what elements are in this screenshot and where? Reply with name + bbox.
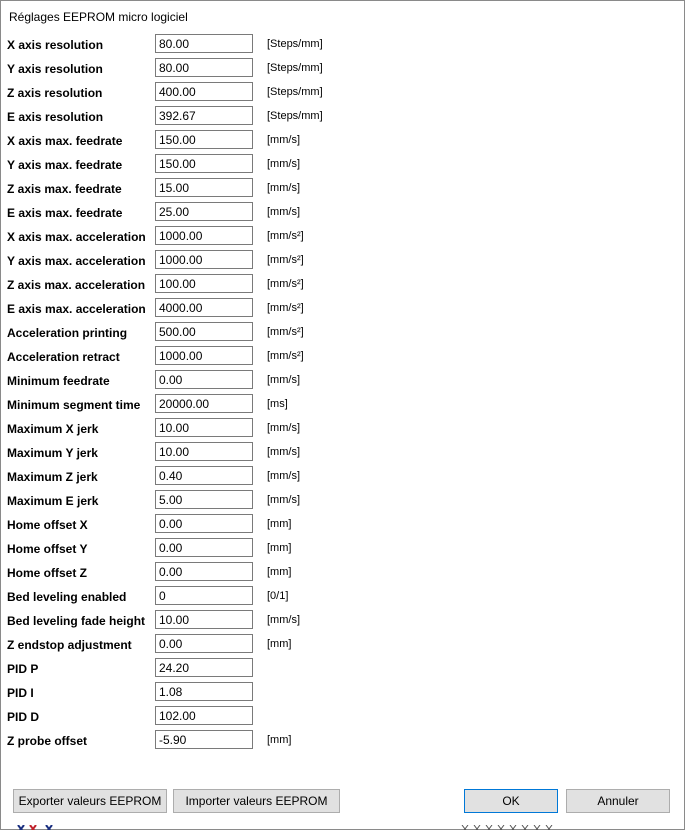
setting-unit: [Steps/mm] [267, 38, 323, 50]
y-resolution-input[interactable] [155, 58, 253, 77]
background-pattern-icon [0, 825, 685, 830]
setting-row-max-e-jerk [1, 490, 684, 514]
setting-label: Z axis resolution [7, 86, 103, 100]
pid-p-input[interactable] [155, 658, 253, 677]
setting-label: Maximum Z jerk [7, 470, 98, 484]
setting-row-z-probe-offset [1, 730, 684, 754]
setting-label: Z axis max. acceleration [7, 278, 146, 292]
z-resolution-input[interactable] [155, 82, 253, 101]
setting-label: Minimum segment time [7, 398, 141, 412]
settings-list [1, 34, 684, 754]
setting-row-x-resolution [1, 34, 684, 58]
setting-unit: [mm/s] [267, 374, 300, 386]
setting-unit: [mm] [267, 638, 292, 650]
pid-i-input[interactable] [155, 682, 253, 701]
x-feedrate-input[interactable] [155, 130, 253, 149]
setting-row-e-resolution [1, 106, 684, 130]
setting-unit: [mm/s] [267, 470, 300, 482]
setting-label: X axis resolution [7, 38, 104, 52]
setting-label: Y axis max. acceleration [7, 254, 146, 268]
setting-row-home-offset-y [1, 538, 684, 562]
setting-unit: [mm/s²] [267, 278, 304, 290]
setting-unit: [mm/s] [267, 422, 300, 434]
home-offset-y-input[interactable] [155, 538, 253, 557]
setting-unit: [mm] [267, 542, 292, 554]
setting-unit: [mm/s²] [267, 326, 304, 338]
setting-unit: [mm/s] [267, 134, 300, 146]
setting-label: Bed leveling enabled [7, 590, 127, 604]
setting-label: Home offset Y [7, 542, 88, 556]
setting-unit: [mm/s] [267, 446, 300, 458]
setting-row-z-acceleration [1, 274, 684, 298]
e-feedrate-input[interactable] [155, 202, 253, 221]
max-x-jerk-input[interactable] [155, 418, 253, 437]
pid-d-input[interactable] [155, 706, 253, 725]
setting-row-x-feedrate [1, 130, 684, 154]
setting-unit: [mm] [267, 518, 292, 530]
setting-label: E axis max. feedrate [7, 206, 123, 220]
setting-label: PID D [7, 710, 40, 724]
setting-label: E axis resolution [7, 110, 104, 124]
minimum-feedrate-input[interactable] [155, 370, 253, 389]
setting-row-e-feedrate [1, 202, 684, 226]
setting-label: Home offset X [7, 518, 88, 532]
setting-row-y-feedrate [1, 154, 684, 178]
setting-unit: [mm/s²] [267, 254, 304, 266]
ok-button[interactable]: OK [464, 789, 558, 813]
setting-unit: [mm/s²] [267, 230, 304, 242]
setting-unit: [mm/s] [267, 206, 300, 218]
background-app-edge [0, 822, 685, 830]
max-z-jerk-input[interactable] [155, 466, 253, 485]
setting-row-max-x-jerk [1, 418, 684, 442]
setting-row-pid-d [1, 706, 684, 730]
setting-label: E axis max. acceleration [7, 302, 146, 316]
export-eeprom-button[interactable]: Exporter valeurs EEPROM [13, 789, 167, 813]
z-feedrate-input[interactable] [155, 178, 253, 197]
setting-label: Y axis max. feedrate [7, 158, 123, 172]
setting-label: PID P [7, 662, 39, 676]
setting-row-home-offset-z [1, 562, 684, 586]
x-resolution-input[interactable] [155, 34, 253, 53]
setting-label: Maximum X jerk [7, 422, 99, 436]
setting-unit: [mm/s] [267, 494, 300, 506]
setting-unit: [mm] [267, 566, 292, 578]
setting-row-y-acceleration [1, 250, 684, 274]
setting-unit: [mm/s] [267, 614, 300, 626]
z-acceleration-input[interactable] [155, 274, 253, 293]
setting-unit: [Steps/mm] [267, 86, 323, 98]
setting-label: Bed leveling fade height [7, 614, 146, 628]
setting-label: Maximum E jerk [7, 494, 99, 508]
setting-row-max-y-jerk [1, 442, 684, 466]
max-e-jerk-input[interactable] [155, 490, 253, 509]
setting-unit: [mm/s] [267, 182, 300, 194]
bed-leveling-enabled-input[interactable] [155, 586, 253, 605]
setting-row-pid-i [1, 682, 684, 706]
setting-row-acceleration-printing [1, 322, 684, 346]
setting-label: Maximum Y jerk [7, 446, 98, 460]
setting-label: X axis max. feedrate [7, 134, 123, 148]
import-eeprom-button[interactable]: Importer valeurs EEPROM [173, 789, 340, 813]
setting-label: Home offset Z [7, 566, 88, 580]
setting-row-home-offset-x [1, 514, 684, 538]
home-offset-z-input[interactable] [155, 562, 253, 581]
setting-unit: [0/1] [267, 590, 289, 602]
setting-label: Y axis resolution [7, 62, 103, 76]
setting-row-z-resolution [1, 82, 684, 106]
bed-leveling-fade-height-input[interactable] [155, 610, 253, 629]
setting-unit: [mm/s] [267, 158, 300, 170]
home-offset-x-input[interactable] [155, 514, 253, 533]
setting-label: Acceleration printing [7, 326, 128, 340]
setting-row-minimum-feedrate [1, 370, 684, 394]
setting-label: Z probe offset [7, 734, 87, 748]
acceleration-retract-input[interactable] [155, 346, 253, 365]
e-resolution-input[interactable] [155, 106, 253, 125]
dialog-title: Réglages EEPROM micro logiciel [9, 10, 188, 24]
setting-row-acceleration-retract [1, 346, 684, 370]
minimum-segment-time-input[interactable] [155, 394, 253, 413]
setting-row-max-z-jerk [1, 466, 684, 490]
setting-label: Z endstop adjustment [7, 638, 132, 652]
e-acceleration-input[interactable] [155, 298, 253, 317]
setting-row-bed-leveling-fade-height [1, 610, 684, 634]
setting-label: Acceleration retract [7, 350, 120, 364]
setting-unit: [mm/s²] [267, 302, 304, 314]
x-acceleration-input[interactable] [155, 226, 253, 245]
max-y-jerk-input[interactable] [155, 442, 253, 461]
setting-label: Minimum feedrate [7, 374, 110, 388]
setting-label: PID I [7, 686, 34, 700]
setting-label: Z axis max. feedrate [7, 182, 122, 196]
setting-unit: [Steps/mm] [267, 110, 323, 122]
acceleration-printing-input[interactable] [155, 322, 253, 341]
z-endstop-adjustment-input[interactable] [155, 634, 253, 653]
setting-label: X axis max. acceleration [7, 230, 146, 244]
setting-row-z-feedrate [1, 178, 684, 202]
setting-row-y-resolution [1, 58, 684, 82]
cancel-button[interactable]: Annuler [566, 789, 670, 813]
setting-row-pid-p [1, 658, 684, 682]
setting-row-bed-leveling-enabled [1, 586, 684, 610]
setting-unit: [Steps/mm] [267, 62, 323, 74]
y-feedrate-input[interactable] [155, 154, 253, 173]
setting-row-z-endstop-adjustment [1, 634, 684, 658]
z-probe-offset-input[interactable] [155, 730, 253, 749]
setting-unit: [ms] [267, 398, 288, 410]
setting-row-e-acceleration [1, 298, 684, 322]
y-acceleration-input[interactable] [155, 250, 253, 269]
setting-row-minimum-segment-time [1, 394, 684, 418]
setting-row-x-acceleration [1, 226, 684, 250]
setting-unit: [mm/s²] [267, 350, 304, 362]
setting-unit: [mm] [267, 734, 292, 746]
